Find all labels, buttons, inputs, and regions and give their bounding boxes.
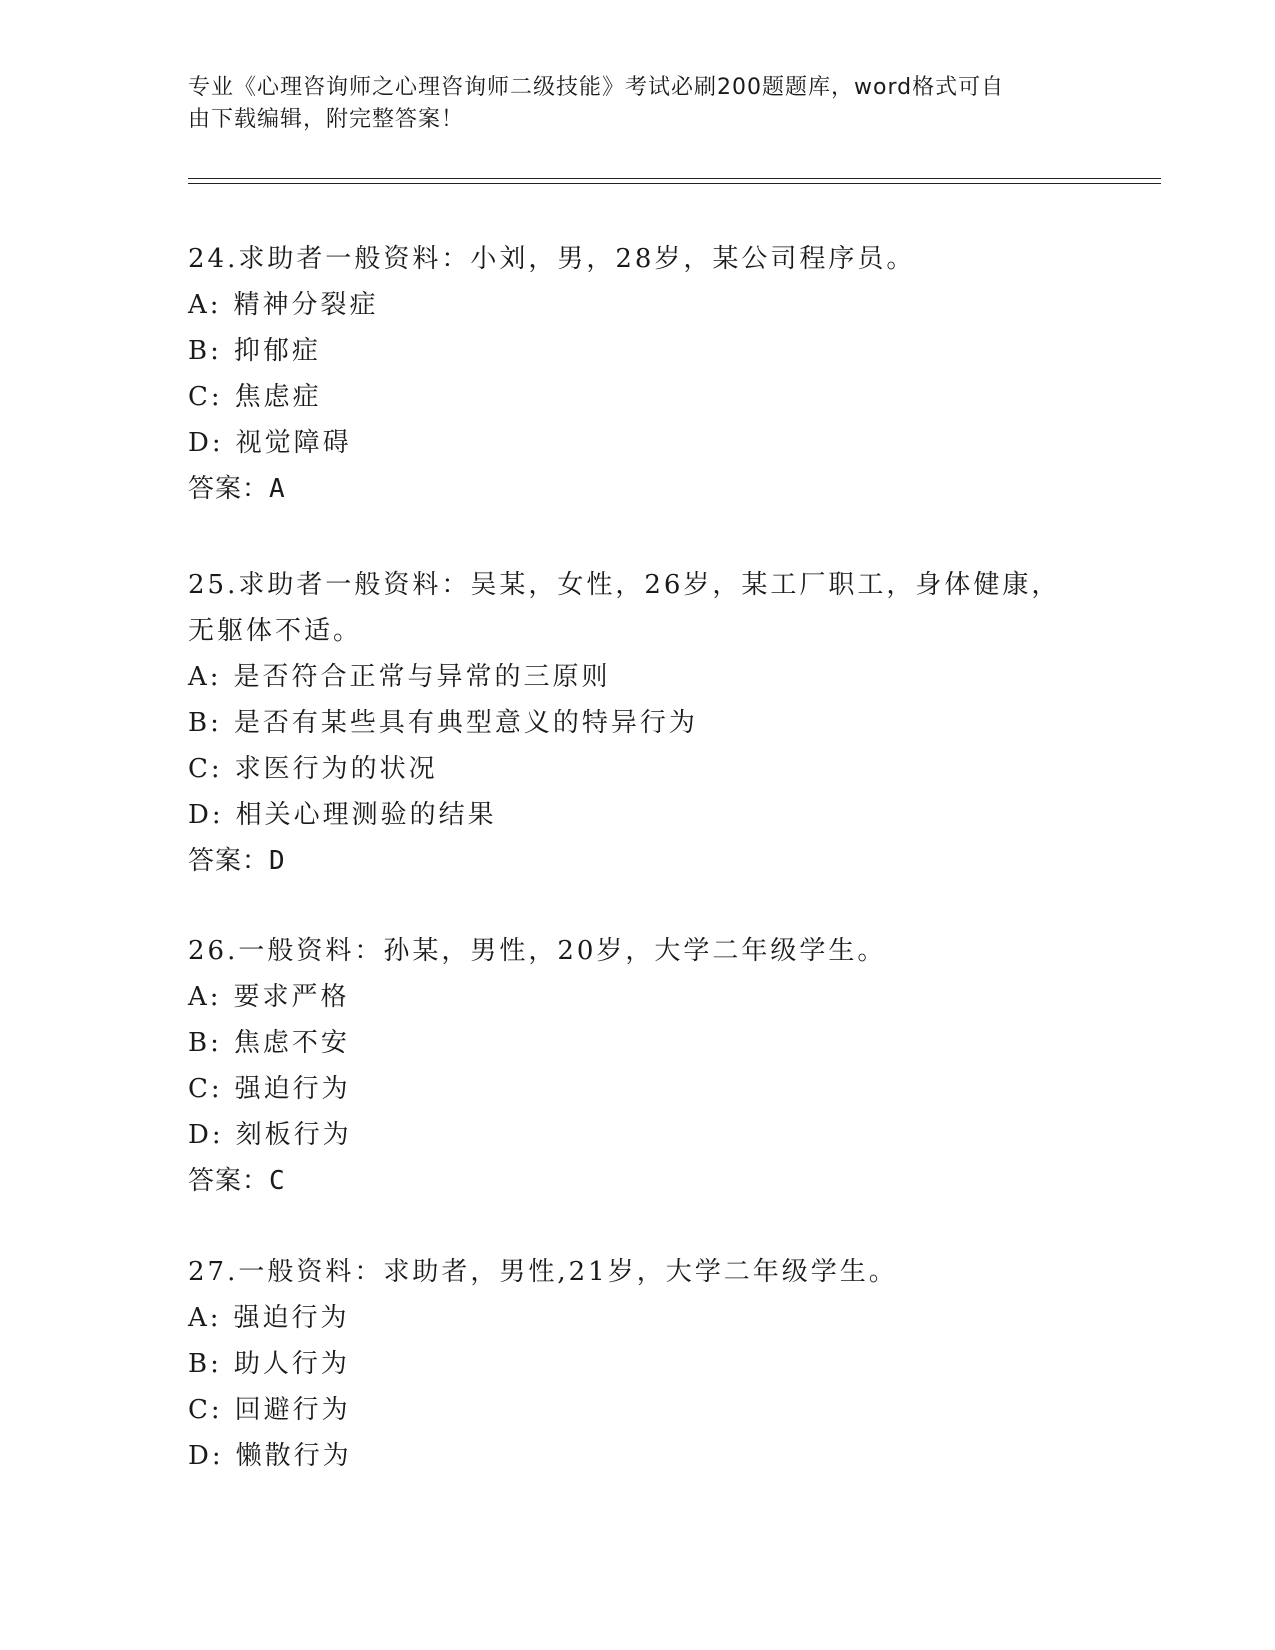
option-b xyxy=(188,328,1088,374)
question-26 xyxy=(188,928,1088,1204)
answer-line xyxy=(188,838,1088,884)
option-d xyxy=(188,792,1088,838)
option-text: 是否符合正常与异常的三原则 xyxy=(233,662,611,692)
option-d xyxy=(188,1433,1088,1479)
option-b xyxy=(188,700,1088,746)
option-text: 懒散行为 xyxy=(235,1441,352,1471)
option-letter: D: xyxy=(188,800,224,830)
option-b xyxy=(188,1341,1088,1387)
option-text: 是否有某些具有典型意义的特异行为 xyxy=(233,708,698,738)
answer-line xyxy=(188,1158,1088,1204)
answer-label: 答案： xyxy=(188,474,270,504)
option-text: 精神分裂症 xyxy=(233,290,379,320)
answer-value: D xyxy=(269,846,286,876)
option-a xyxy=(188,282,1088,328)
question-stem: 27.一般资料：求助者，男性,21岁，大学二年级学生。 xyxy=(188,1257,898,1287)
header-line-2: 由下载编辑，附完整答案！ xyxy=(188,107,465,132)
option-letter: D: xyxy=(188,1441,224,1471)
question-stem: 25.求助者一般资料：吴某，女性，26岁，某工厂职工，身体健康，无躯体不适。 xyxy=(188,570,1061,646)
question-24 xyxy=(188,236,1088,512)
option-letter: B: xyxy=(188,336,222,366)
option-c xyxy=(188,746,1088,792)
answer-value: C xyxy=(269,1166,286,1196)
header-divider-top xyxy=(188,178,1161,179)
option-text: 抑郁症 xyxy=(233,336,321,366)
option-c xyxy=(188,1387,1088,1433)
option-letter: D: xyxy=(188,1120,224,1150)
option-letter: B: xyxy=(188,1349,222,1379)
option-text: 强迫行为 xyxy=(233,1303,350,1333)
answer-label: 答案： xyxy=(188,1166,270,1196)
question-stem: 26.一般资料：孙某，男性，20岁，大学二年级学生。 xyxy=(188,936,887,966)
option-text: 焦虑症 xyxy=(234,382,322,412)
option-text: 强迫行为 xyxy=(234,1074,351,1104)
option-letter: C: xyxy=(188,754,223,784)
option-d xyxy=(188,1112,1088,1158)
option-letter: A: xyxy=(188,662,222,692)
option-letter: D: xyxy=(188,428,224,458)
option-text: 视觉障碍 xyxy=(235,428,352,458)
option-d xyxy=(188,420,1088,466)
document-header xyxy=(188,72,1088,136)
option-text: 求医行为的状况 xyxy=(234,754,438,784)
option-b xyxy=(188,1020,1088,1066)
option-letter: A: xyxy=(188,1303,222,1333)
option-letter: B: xyxy=(188,1028,222,1058)
answer-line xyxy=(188,466,1088,512)
option-letter: A: xyxy=(188,982,222,1012)
option-c xyxy=(188,1066,1088,1112)
option-letter: C: xyxy=(188,1395,223,1425)
option-text: 助人行为 xyxy=(233,1349,350,1379)
option-text: 焦虑不安 xyxy=(233,1028,350,1058)
option-letter: B: xyxy=(188,708,222,738)
header-divider-bottom xyxy=(188,183,1161,184)
question-27 xyxy=(188,1249,1088,1479)
option-a xyxy=(188,1295,1088,1341)
option-c xyxy=(188,374,1088,420)
option-a xyxy=(188,974,1088,1020)
option-text: 要求严格 xyxy=(233,982,350,1012)
option-letter: A: xyxy=(188,290,222,320)
option-letter: C: xyxy=(188,382,223,412)
question-stem: 24.求助者一般资料：小刘，男，28岁，某公司程序员。 xyxy=(188,244,916,274)
header-line-1: 专业《心理咨询师之心理咨询师二级技能》考试必刷200题题库，word格式可自 xyxy=(188,75,1005,100)
option-a xyxy=(188,654,1088,700)
option-letter: C: xyxy=(188,1074,223,1104)
answer-label: 答案： xyxy=(188,846,270,876)
question-25 xyxy=(188,562,1088,884)
option-text: 相关心理测验的结果 xyxy=(235,800,497,830)
option-text: 刻板行为 xyxy=(235,1120,352,1150)
answer-value: A xyxy=(269,474,286,504)
option-text: 回避行为 xyxy=(234,1395,351,1425)
